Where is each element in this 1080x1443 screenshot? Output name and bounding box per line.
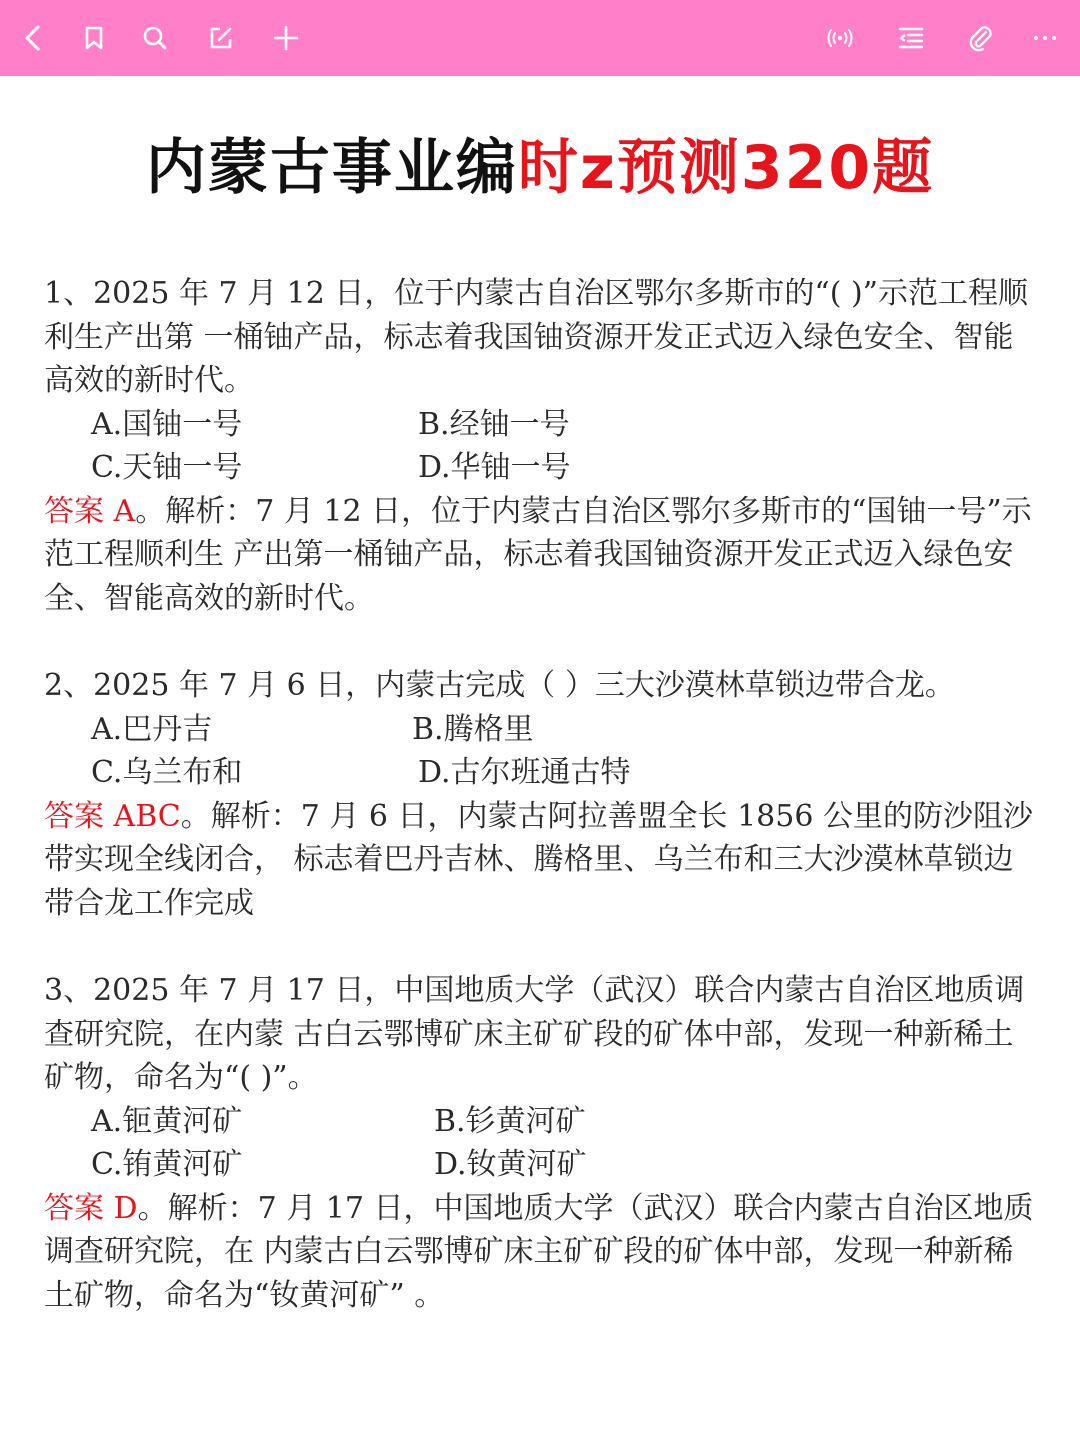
answer-label: 答案 A [44, 493, 136, 529]
option-b: B.钐黄河矿 [434, 1103, 586, 1139]
option-c: C.铕黄河矿 [91, 1147, 243, 1182]
more-icon[interactable] [1027, 20, 1063, 56]
option-b: B.经铀一号 [418, 406, 570, 442]
answer-analysis [44, 795, 1038, 926]
answer-analysis [44, 490, 1038, 621]
top-toolbar [0, 0, 1080, 76]
analysis-text: 。解析：7 月 17 日，中国地质大学（武汉）联合内蒙古自治区地质调查研究院，在 内蒙古白云鄂博矿床主矿矿段的矿体中部，发现一种新稀土矿物，命名为“钕黄河矿” 。 [44, 1190, 1034, 1313]
back-icon[interactable] [16, 20, 52, 56]
question-text: 2、2025 年 7 月 6 日，内蒙古完成（ ）三大沙漠林草锁边带合龙。 [44, 668, 955, 703]
answer-label: 答案 ABC [44, 798, 181, 834]
title-black-part: 内蒙古事业编 [145, 133, 518, 203]
page-title [0, 120, 1080, 206]
options [44, 708, 1038, 795]
plus-icon[interactable] [268, 20, 304, 56]
option-d: D.华铀一号 [418, 450, 571, 485]
option-d: D.钕黄河矿 [434, 1147, 587, 1182]
option-a: A.钷黄河矿 [91, 1103, 243, 1139]
bookmark-icon[interactable] [76, 20, 112, 56]
option-c: C.天铀一号 [91, 450, 243, 485]
title-red-part: 时z预测320题 [517, 133, 935, 203]
question-text: 1、2025 年 7 月 12 日，位于内蒙古自治区鄂尔多斯市的“( )”示范工程顺利生产出第 一桶铀产品，标志着我国铀资源开发正式迈入绿色安全、智能高效的新时代。 [44, 276, 1028, 398]
question-block [44, 969, 1038, 1317]
option-a: A.国铀一号 [91, 406, 243, 442]
question-list [44, 272, 1038, 1361]
answer-label: 答案 D [44, 1190, 138, 1226]
edit-icon[interactable] [203, 20, 239, 56]
option-c: C.乌兰布和 [91, 755, 243, 790]
question-block [44, 664, 1038, 925]
options [44, 403, 1038, 490]
analysis-text: 。解析：7 月 12 日，位于内蒙古自治区鄂尔多斯市的“国铀一号”示范工程顺利生 产出第一桶铀产品，标志着我国铀资源开发正式迈入绿色安全、智能高效的新时代。 [44, 493, 1032, 616]
attachment-icon[interactable] [962, 20, 998, 56]
outline-icon[interactable] [893, 20, 929, 56]
question-block [44, 272, 1038, 620]
search-icon[interactable] [137, 20, 173, 56]
question-text: 3、2025 年 7 月 17 日，中国地质大学（武汉）联合内蒙古自治区地质调查研究院，在内蒙 古白云鄂博矿床主矿矿段的矿体中部，发现一种新稀土矿物，命名为“( )”。 [44, 973, 1025, 1095]
analysis-text: 。解析：7 月 6 日，内蒙古阿拉善盟全长 1856 公里的防沙阻沙带实现全线闭合， 标志着巴丹吉林、腾格里、乌兰布和三大沙漠林草锁边带合龙工作完成 [44, 798, 1033, 921]
broadcast-icon[interactable] [822, 20, 858, 56]
option-a: A.巴丹吉 [91, 711, 213, 747]
answer-analysis [44, 1187, 1038, 1318]
option-b: B.腾格里 [412, 711, 534, 747]
options [44, 1100, 1038, 1187]
option-d: D.古尔班通古特 [418, 755, 631, 790]
